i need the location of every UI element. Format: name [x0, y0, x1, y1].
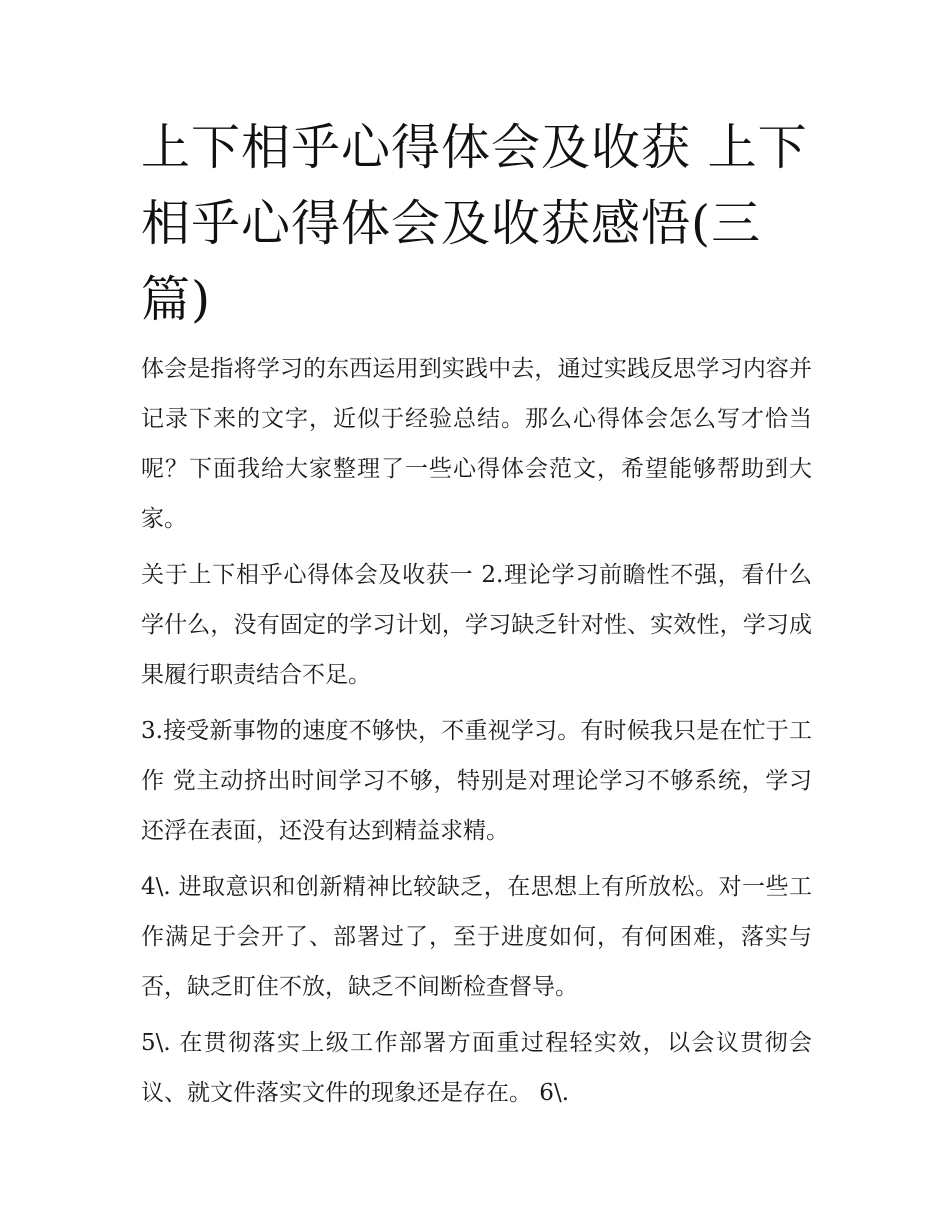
paragraph-item-5: 5\. 在贯彻落实上级工作部署方面重过程轻实效，以会议贯彻会议、就文件落实文件的现象还是存在。 6\.	[141, 1030, 812, 1106]
paragraph-item-4: 4\. 进取意识和创新精神比较缺乏，在思想上有所放松。对一些工作满足于会开了、部署过了，至于进度如何，有何困难，落实与否，缺乏盯住不放，缺乏不间断检查督导。	[141, 874, 812, 1000]
paragraph-item-2: 关于上下相乎心得体会及收获一 2.理论学习前瞻性不强，看什么学什么，没有固定的学习计划，学习缺乏针对性、实效性，学习成果履行职责结合不足。	[141, 562, 812, 688]
paragraph-item-3: 3.接受新事物的速度不够快，不重视学习。有时候我只是在忙于工作 党主动挤出时间学习不够，特别是对理论学习不够系统，学习还浮在表面，还没有达到精益求精。	[141, 718, 812, 844]
document-title: 上下相乎心得体会及收获 上下相乎心得体会及收获感悟(三篇)	[141, 119, 808, 328]
paragraph-intro: 体会是指将学习的东西运用到实践中去，通过实践反思学习内容并记录下来的文字，近似于经验总结。那么心得体会怎么写才恰当呢？下面我给大家整理了一些心得体会范文，希望能够帮助到大家。	[141, 356, 812, 532]
